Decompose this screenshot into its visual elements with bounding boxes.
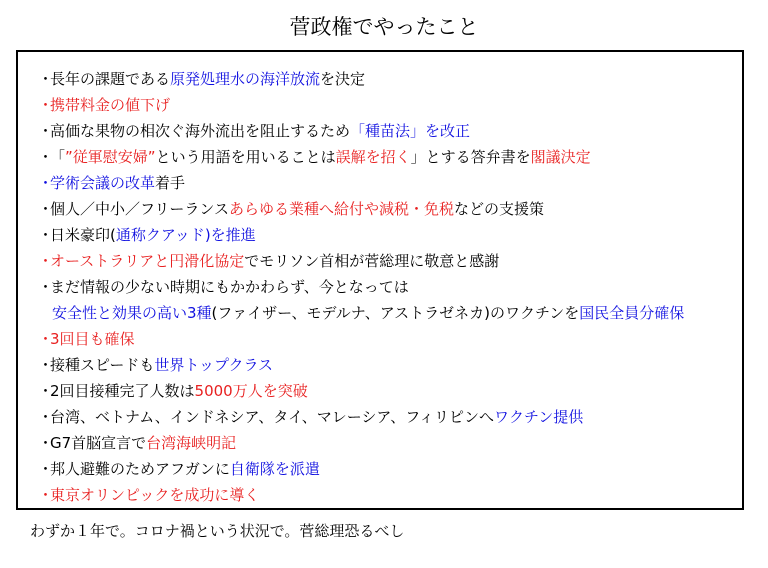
text-segment: 日米豪印( [50, 226, 116, 244]
text-segment: 邦人避難のためアフガンに [50, 460, 230, 478]
text-segment: ”従軍慰安婦” [65, 148, 156, 166]
text-segment: 携帯料金の値下げ [50, 96, 171, 114]
list-item [38, 482, 734, 508]
page-title: 菅政権でやったこと [289, 15, 479, 39]
text-segment: でモリソン首相が菅総理に敬意と感謝 [244, 252, 500, 270]
bullet-dot: ・ [38, 226, 54, 244]
list-item [38, 248, 734, 274]
text-segment: 安全性と効果の高い3種 [52, 304, 212, 322]
text-segment: 台湾海峡明記 [146, 434, 237, 452]
footer-caption: わずか１年で。コロナ禍という状況で。菅総理恐るべし [30, 522, 405, 540]
bullet-dot: ・ [38, 434, 54, 452]
text-segment: 「種苗法」を改正 [350, 122, 471, 140]
list-item [38, 456, 734, 482]
bullet-dot: ・ [38, 148, 54, 166]
list-item [38, 378, 734, 404]
text-segment: あらゆる業種へ給付や減税・免税 [228, 200, 454, 218]
achievements-list [38, 66, 734, 508]
achievements-box [16, 50, 744, 510]
text-segment: 「 [50, 148, 66, 166]
list-item [38, 430, 734, 456]
text-segment: という用語を用いることは [155, 148, 336, 166]
text-segment: まだ情報の少ない時期にもかかわらず、今となっては [50, 278, 409, 296]
text-segment: 台湾、ベトナム、インドネシア、タイ、マレーシア、フィリピンへ [50, 408, 495, 426]
text-segment: 3回目も確保 [50, 330, 135, 348]
text-segment: 」とする答弁書を [410, 148, 531, 166]
list-item-continuation [38, 300, 734, 326]
bullet-dot: ・ [38, 252, 54, 270]
text-segment: 世界トップクラス [154, 356, 274, 374]
list-item [38, 274, 734, 300]
text-segment: ワクチン提供 [494, 408, 584, 426]
list-item [38, 92, 734, 118]
text-segment: 誤解を招く [335, 148, 411, 166]
list-item [38, 404, 734, 430]
bullet-dot: ・ [38, 278, 54, 296]
text-segment: 5000万人を突破 [194, 382, 308, 400]
bullet-dot: ・ [38, 70, 54, 88]
list-item [38, 118, 734, 144]
text-segment: 東京オリンピックを成功に導く [50, 486, 260, 504]
list-item [38, 66, 734, 92]
text-segment: 自衛隊を派遣 [229, 460, 320, 478]
text-segment: を決定 [320, 70, 366, 88]
text-segment: 着手 [155, 174, 186, 192]
text-segment: 学術会議の改革 [50, 174, 156, 192]
text-segment: 国民全員分確保 [579, 304, 685, 322]
bullet-dot: ・ [38, 122, 54, 140]
bullet-dot: ・ [38, 356, 54, 374]
list-item [38, 222, 734, 248]
text-segment: 高価な果物の相次ぐ海外流出を阻止するため [50, 122, 351, 140]
list-item [38, 352, 734, 378]
bullet-dot: ・ [38, 460, 54, 478]
text-segment: 通称クアッド [115, 226, 205, 244]
text-segment: オーストラリアと円滑化協定 [50, 252, 245, 270]
bullet-dot: ・ [38, 174, 54, 192]
bullet-dot: ・ [38, 486, 54, 504]
bullet-dot: ・ [38, 96, 54, 114]
list-item [38, 196, 734, 222]
bullet-dot: ・ [38, 382, 54, 400]
list-item [38, 144, 734, 170]
text-segment: などの支援策 [453, 200, 544, 218]
text-segment: )を推進 [204, 226, 256, 244]
text-segment: 閣議決定 [530, 148, 591, 166]
text-segment: 接種スピードも [50, 356, 155, 374]
text-segment: 原発処理水の海洋放流 [170, 70, 321, 88]
bullet-dot: ・ [38, 408, 54, 426]
text-segment: (ファイザー、モデルナ、アストラゼネカ)のワクチンを [211, 304, 580, 322]
text-segment: G7首脳宣言で [50, 434, 147, 452]
list-item [38, 170, 734, 196]
text-segment: 2回目接種完了人数は [50, 382, 195, 400]
text-segment: 長年の課題である [50, 70, 171, 88]
bullet-dot: ・ [38, 200, 54, 218]
text-segment: 個人／中小／フリーランス [50, 200, 229, 218]
list-item [38, 326, 734, 352]
bullet-dot: ・ [38, 330, 54, 348]
